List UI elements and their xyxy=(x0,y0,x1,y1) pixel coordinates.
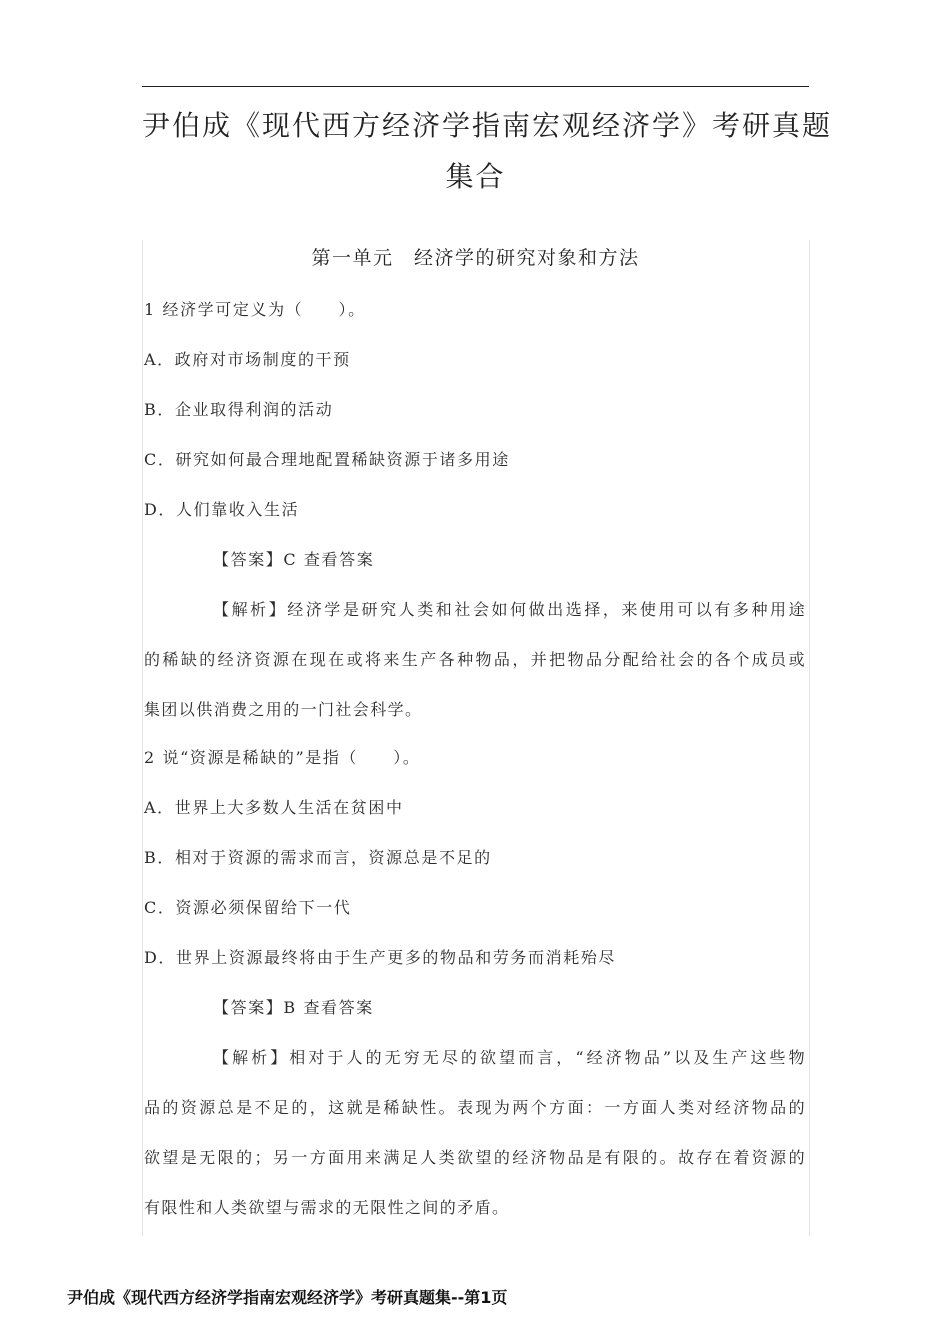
document-title xyxy=(142,100,833,202)
question-2-option-c: C．资源必须保留给下一代 xyxy=(144,898,352,917)
question-1-analysis-line: 的稀缺的经济资源在现在或将来生产各种物品，并把物品分配给社会的各个成员或 xyxy=(144,650,806,669)
question-2-option-b: B．相对于资源的需求而言，资源总是不足的 xyxy=(144,848,492,867)
question-2-analysis-line: 【解析】相对于人的无穷无尽的欲望而言，“经济物品”以及生产这些物 xyxy=(213,1048,806,1067)
question-2-analysis-line: 欲望是无限的；另一方面用来满足人类欲望的经济物品是有限的。故存在着资源的 xyxy=(144,1148,806,1167)
question-2-analysis-line: 品的资源总是不足的，这就是稀缺性。表现为两个方面：一方面人类对经济物品的 xyxy=(144,1098,806,1117)
question-1-option-c: C．研究如何最合理地配置稀缺资源于诸多用途 xyxy=(144,450,510,469)
question-2-answer: 【答案】B 查看答案 xyxy=(213,998,374,1017)
title-top-rule xyxy=(142,86,809,87)
document-title-line-1: 尹伯成《现代西方经济学指南宏观经济学》考研真题 xyxy=(142,109,833,142)
question-1-analysis-line: 【解析】经济学是研究人类和社会如何做出选择，来使用可以有多种用途 xyxy=(213,600,806,619)
question-1-analysis-line: 集团以供消费之用的一门社会科学。 xyxy=(144,700,423,719)
question-1-option-b: B．企业取得利润的活动 xyxy=(144,400,334,419)
section-heading: 第一单元 经济学的研究对象和方法 xyxy=(311,247,640,269)
question-2-analysis xyxy=(144,1046,806,1246)
question-1-analysis xyxy=(144,598,806,748)
question-1-option-a: A．政府对市场制度的干预 xyxy=(144,350,351,369)
document-title-line-2: 集合 xyxy=(445,160,506,193)
question-2-analysis-line: 有限性和人类欲望与需求的无限性之间的矛盾。 xyxy=(144,1198,510,1217)
question-1-option-d: D．人们靠收入生活 xyxy=(144,500,300,519)
question-2-stem: 2 说“资源是稀缺的”是指（ ）。 xyxy=(144,748,421,767)
question-2-option-d: D．世界上资源最终将由于生产更多的物品和劳务而消耗殆尽 xyxy=(144,948,617,967)
question-1-answer: 【答案】C 查看答案 xyxy=(213,550,375,569)
question-1-stem: 1 经济学可定义为（ ）。 xyxy=(144,300,366,319)
page-footer: 尹伯成《现代西方经济学指南宏观经济学》考研真题集--第1页 xyxy=(67,1288,508,1307)
question-2-option-a: A．世界上大多数人生活在贫困中 xyxy=(144,798,404,817)
